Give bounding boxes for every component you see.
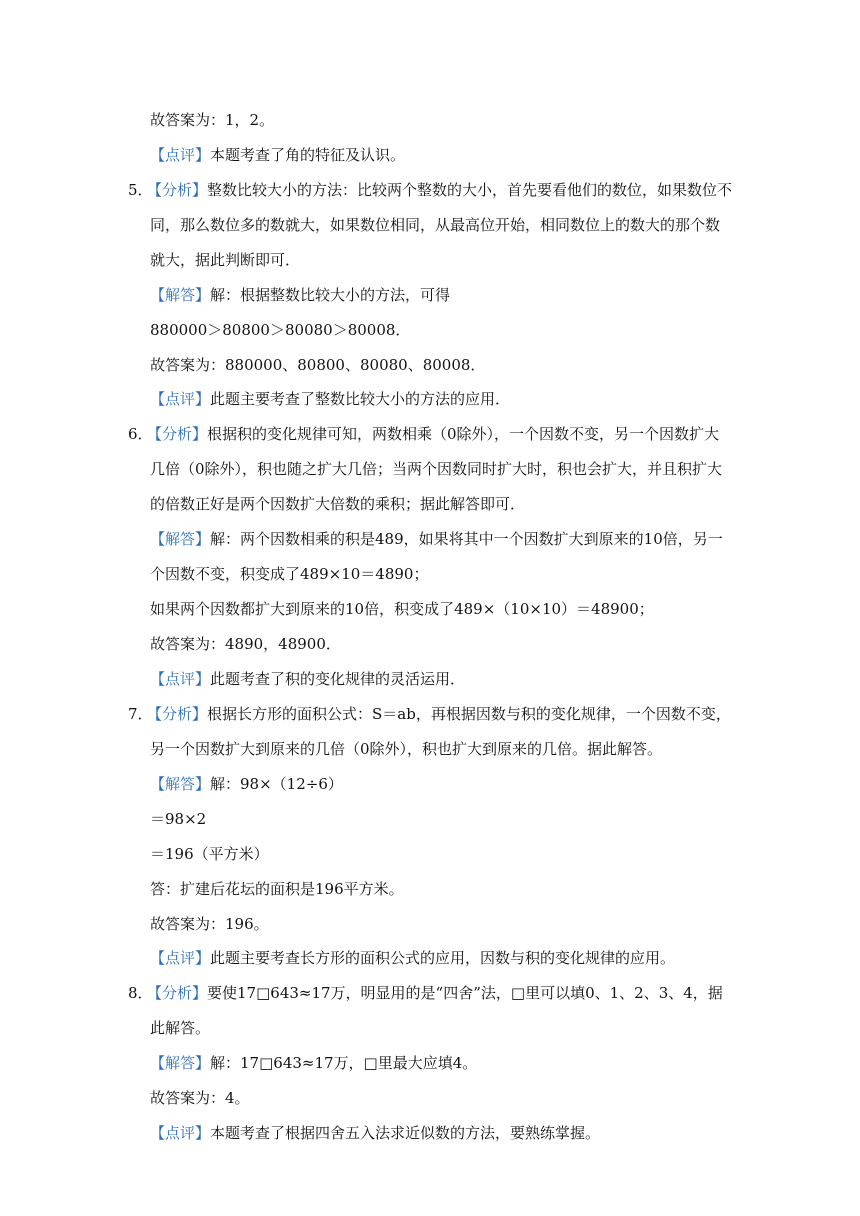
analysis-tag: 【分析】 — [147, 181, 208, 199]
answer-line: 故答案为：880000、80800、80080、80008． — [150, 356, 486, 374]
comment-line: 【点评】此题考查了积的变化规律的灵活运用． — [150, 670, 466, 688]
solution-line: 【解答】解：98×（12÷6） — [150, 775, 343, 793]
answer-line: 故答案为：196。 — [150, 915, 269, 933]
text-line: 几倍（0除外），积也随之扩大几倍；当两个因数同时扩大时，积也会扩大，并且积扩大 — [150, 460, 723, 478]
analysis-tag: 【分析】 — [147, 705, 208, 723]
answer-line: 故答案为：4890，48900． — [150, 635, 341, 653]
analysis-tag: 【分析】 — [147, 425, 208, 443]
comment-line: 【点评】此题主要考查了整数比较大小的方法的应用． — [150, 390, 511, 408]
analysis-line: 【分析】根据积的变化规律可知，两数相乘（0除外），一个因数不变，另一个因数扩大 — [147, 425, 720, 443]
text-line: 答：扩建后花坛的面积是196平方米。 — [150, 880, 404, 898]
solution-line: 【解答】解：17□643≈17万，□里最大应填4。 — [150, 1054, 478, 1072]
text-line: 另一个因数扩大到原来的几倍（0除外），积也扩大到原来的几倍。据此解答。 — [150, 740, 663, 758]
answer-line: 故答案为：4。 — [150, 1089, 250, 1107]
solution-line: 【解答】解：根据整数比较大小的方法，可得 — [150, 286, 451, 304]
analysis-tag: 【分析】 — [147, 984, 208, 1002]
text-line: 就大，据此判断即可． — [150, 251, 301, 269]
solution-tag: 【解答】 — [150, 1054, 211, 1072]
text-line: ＝98×2 — [150, 810, 207, 828]
comment-tag: 【点评】 — [150, 146, 211, 164]
text-line: 的倍数正好是两个因数扩大倍数的乘积；据此解答即可． — [150, 495, 526, 513]
question-number: 6． — [128, 425, 153, 443]
comment-tag: 【点评】 — [150, 949, 211, 967]
text-line: 如果两个因数都扩大到原来的10倍，积变成了489×（10×10）＝48900； — [150, 600, 654, 618]
analysis-line: 【分析】要使17□643≈17万，明显用的是“四舍”法，□里可以填0、1、2、3、4，据 — [147, 984, 723, 1002]
text-line: 此解答。 — [150, 1019, 211, 1037]
text-line: 个因数不变，积变成了489×10＝4890； — [150, 565, 429, 583]
comment-tag: 【点评】 — [150, 670, 211, 688]
answer-line: 故答案为：1，2。 — [150, 111, 275, 129]
solution-line: 【解答】解：两个因数相乘的积是489，如果将其中一个因数扩大到原来的10倍，另一 — [150, 530, 723, 548]
comment-line: 【点评】本题考查了根据四舍五入法求近似数的方法，要熟练掌握。 — [150, 1124, 601, 1142]
text-line: ＝196（平方米） — [150, 845, 269, 863]
text-line: 880000＞80800＞80080＞80008． — [150, 321, 411, 339]
comment-line: 【点评】此题主要考查长方形的面积公式的应用，因数与积的变化规律的应用。 — [150, 949, 676, 967]
comment-tag: 【点评】 — [150, 390, 211, 408]
analysis-line: 【分析】整数比较大小的方法：比较两个整数的大小，首先要看他们的数位，如果数位不 — [147, 181, 733, 199]
text-line: 同，那么数位多的数就大，如果数位相同，从最高位开始，相同数位上的数大的那个数 — [150, 216, 721, 234]
solution-tag: 【解答】 — [150, 530, 211, 548]
comment-line: 【点评】本题考查了角的特征及认识。 — [150, 146, 406, 164]
solution-tag: 【解答】 — [150, 286, 211, 304]
solution-tag: 【解答】 — [150, 775, 211, 793]
question-number: 8． — [128, 984, 153, 1002]
comment-tag: 【点评】 — [150, 1124, 211, 1142]
question-number: 7． — [128, 705, 153, 723]
analysis-line: 【分析】根据长方形的面积公式：S＝ab，再根据因数与积的变化规律，一个因数不变， — [147, 705, 731, 723]
question-number: 5． — [128, 181, 153, 199]
